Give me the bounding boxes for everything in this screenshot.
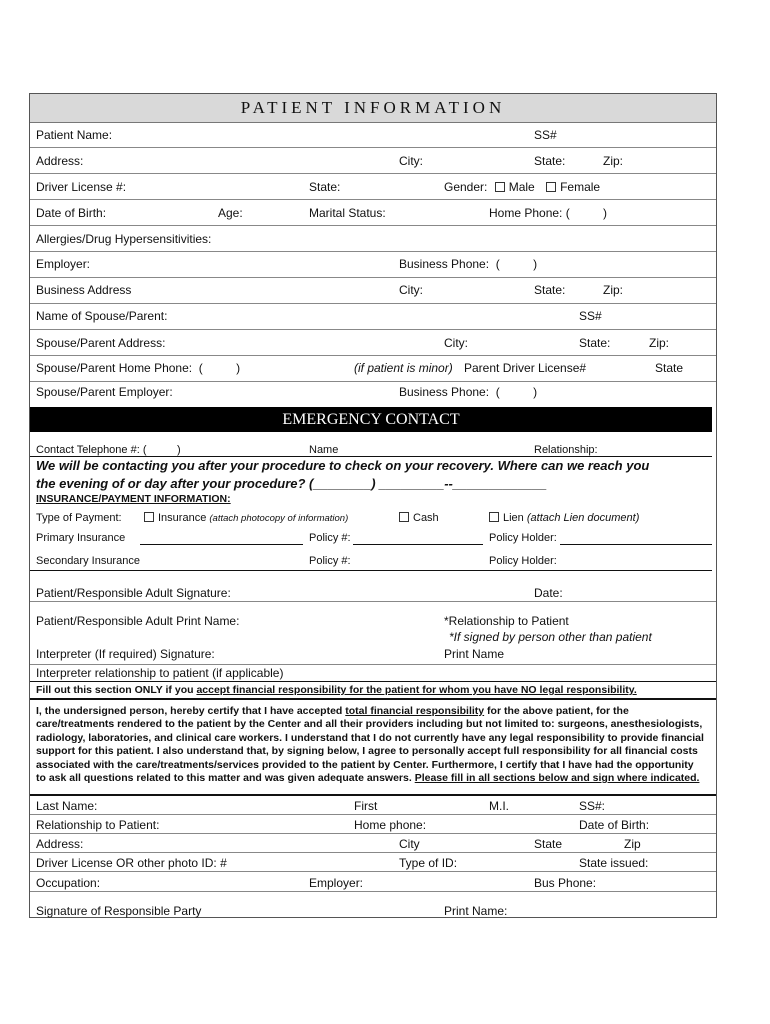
primary-insurance-line[interactable] xyxy=(140,544,303,545)
photo-id-label: Driver License OR other photo ID: # xyxy=(36,856,227,870)
primary-policy-label: Policy #: xyxy=(309,532,351,544)
spouse-address-label: Spouse/Parent Address: xyxy=(36,336,166,350)
responsible-home-phone-label: Home phone: xyxy=(354,818,427,832)
insurance-note: (attach photocopy of information) xyxy=(209,513,349,524)
divider xyxy=(30,681,716,682)
dl-state-label: State: xyxy=(309,180,341,194)
business-address-label: Business Address xyxy=(36,283,132,297)
spouse-business-phone-label: Business Phone: ( ) xyxy=(399,385,538,399)
spouse-zip-label: Zip: xyxy=(649,336,670,350)
divider xyxy=(30,698,716,700)
insurance-option xyxy=(144,512,348,524)
business-phone-label: Business Phone: ( ) xyxy=(399,257,538,271)
responsible-employer-label: Employer: xyxy=(309,876,364,890)
patient-name-label: Patient Name: xyxy=(36,128,113,142)
spouse-ss-label: SS# xyxy=(579,309,602,323)
female-checkbox[interactable] xyxy=(546,182,556,192)
divider xyxy=(30,871,716,872)
row-spouse-employer xyxy=(30,382,716,407)
financial-lead xyxy=(36,684,637,696)
cash-option xyxy=(399,512,439,524)
patient-signature-label: Patient/Responsible Adult Signature: xyxy=(36,586,231,600)
print-name-label: Patient/Responsible Adult Print Name: xyxy=(36,614,240,628)
age-label: Age: xyxy=(218,206,243,220)
lien-checkbox[interactable] xyxy=(489,512,499,522)
spouse-home-phone-label: Spouse/Parent Home Phone: ( ) xyxy=(36,361,241,375)
emergency-contact-header xyxy=(30,407,712,432)
home-phone-label: Home Phone: ( ) xyxy=(489,206,608,220)
secondary-policy-label: Policy #: xyxy=(309,555,351,567)
contact-relationship-label: Relationship: xyxy=(534,444,598,456)
primary-insurance-label: Primary Insurance xyxy=(36,532,126,544)
contact-telephone-label: Contact Telephone #: ( ) xyxy=(36,444,181,456)
parent-dl-label: Parent Driver License# xyxy=(464,361,587,375)
bus-phone-label: Bus Phone: xyxy=(534,876,597,890)
secondary-policy-holder-label: Policy Holder: xyxy=(489,555,557,567)
primary-policy-line[interactable] xyxy=(353,544,483,545)
first-name-label: First xyxy=(354,799,378,813)
insurance-option-label: Insurance xyxy=(158,512,207,524)
row-spouse-name xyxy=(30,304,716,330)
responsible-signature-label: Signature of Responsible Party xyxy=(36,904,202,918)
if-minor-note: (if patient is minor) xyxy=(354,361,453,375)
emergency-contact-title: EMERGENCY CONTACT xyxy=(282,411,460,428)
financial-p1-underlined: total financial responsibility xyxy=(345,705,485,717)
responsible-state-label: State xyxy=(534,837,563,851)
row-address xyxy=(30,148,716,174)
male-checkbox[interactable] xyxy=(495,182,505,192)
contact-name-label: Name xyxy=(309,444,339,456)
recovery-question-line2: the evening of or day after your procedure? (________) _________--_____________ xyxy=(36,476,547,491)
financial-lead-text: Fill out this section ONLY if you xyxy=(36,684,194,696)
lien-option-label: Lien xyxy=(503,512,524,524)
if-signed-note: *If signed by person other than patient xyxy=(449,630,652,644)
responsible-print-name-label: Print Name: xyxy=(444,904,508,918)
gender-text: Gender: xyxy=(444,180,488,194)
address-label: Address: xyxy=(36,154,84,168)
driver-license-label: Driver License #: xyxy=(36,180,127,194)
zip-label: Zip: xyxy=(603,154,624,168)
primary-policy-holder-label: Policy Holder: xyxy=(489,532,557,544)
interpreter-print-name-label: Print Name xyxy=(444,647,505,661)
recovery-question-line1: We will be contacting you after your procedure to check on your recovery. Where can we reach you xyxy=(36,458,650,473)
divider xyxy=(30,570,712,571)
cash-checkbox[interactable] xyxy=(399,512,409,522)
patient-information-form xyxy=(29,93,717,918)
row-dob xyxy=(30,200,716,226)
state-issued-label: State issued: xyxy=(579,856,649,870)
divider xyxy=(30,794,716,796)
employer-label: Employer: xyxy=(36,257,91,271)
interpreter-relationship-label: Interpreter relationship to patient (if applicable) xyxy=(36,666,284,680)
signature-date-label: Date: xyxy=(534,586,563,600)
male-label: Male xyxy=(508,180,535,194)
spouse-city-label: City: xyxy=(444,336,468,350)
state-label: State: xyxy=(534,154,566,168)
spouse-name-label: Name of Spouse/Parent: xyxy=(36,309,168,323)
financial-p2: for the above patient, for the care/treatments rendered to the patient by the Center and all their providers including but not limited to: surgeons, anesthesiologists, radiology, laboratories, and clinical care workers. I understand that I do not currently have any legal responsibility to provide financial support for this patient. I also understand that, by signing below, I agree to personally accept full responsibility for all financial costs associated with the care/treatments/services provided to the patient by Center. Furthermore, I certify that I have had the opportunity to ask all questions related to this matter and was given adequate answers. xyxy=(36,705,704,785)
parent-dl-state-label: State xyxy=(655,361,684,375)
divider xyxy=(30,833,716,834)
responsible-city-label: City xyxy=(399,837,420,851)
primary-policy-holder-line[interactable] xyxy=(560,544,712,545)
business-city-label: City: xyxy=(399,283,423,297)
responsible-relationship-label: Relationship to Patient: xyxy=(36,818,160,832)
lien-note: (attach Lien document) xyxy=(526,512,640,524)
insurance-heading: INSURANCE/PAYMENT INFORMATION: xyxy=(36,493,231,505)
divider xyxy=(30,664,716,665)
relationship-to-patient-label: *Relationship to Patient xyxy=(444,614,569,628)
type-of-payment-label: Type of Payment: xyxy=(36,512,122,524)
form-title: PATIENT INFORMATION xyxy=(30,94,716,123)
divider xyxy=(30,852,716,853)
marital-label: Marital Status: xyxy=(309,206,386,220)
business-zip-label: Zip: xyxy=(603,283,624,297)
cash-option-label: Cash xyxy=(413,512,439,524)
financial-p2-underlined: Please fill in all sections below and sign where indicated. xyxy=(414,772,700,785)
row-patient-name xyxy=(30,122,716,148)
allergies-label: Allergies/Drug Hypersensitivities: xyxy=(36,232,212,246)
female-label: Female xyxy=(560,180,601,194)
spouse-state-label: State: xyxy=(579,336,611,350)
insurance-checkbox[interactable] xyxy=(144,512,154,522)
row-business-address xyxy=(30,278,716,304)
dob-label: Date of Birth: xyxy=(36,206,107,220)
occupation-label: Occupation: xyxy=(36,876,101,890)
business-state-label: State: xyxy=(534,283,566,297)
financial-p1: I, the undersigned person, hereby certify that I have accepted xyxy=(36,705,343,717)
spouse-employer-label: Spouse/Parent Employer: xyxy=(36,385,173,399)
row-allergies xyxy=(30,226,716,252)
divider xyxy=(30,456,712,457)
row-employer xyxy=(30,252,716,278)
responsible-address-label: Address: xyxy=(36,837,84,851)
mi-label: M.I. xyxy=(489,799,509,813)
gender-label xyxy=(444,180,600,194)
interpreter-signature-label: Interpreter (If required) Signature: xyxy=(36,647,215,661)
row-driver-license xyxy=(30,174,716,200)
row-spouse-address xyxy=(30,330,716,356)
row-spouse-home-phone xyxy=(30,356,716,382)
city-label: City: xyxy=(399,154,423,168)
responsible-dob-label: Date of Birth: xyxy=(579,818,650,832)
type-of-id-label: Type of ID: xyxy=(399,856,458,870)
responsible-ss-label: SS#: xyxy=(579,799,606,813)
financial-responsibility-paragraph xyxy=(36,705,706,785)
divider xyxy=(30,814,716,815)
financial-lead-underlined: accept financial responsibility for the patient for whom you have NO legal responsibility. xyxy=(196,684,637,696)
lien-option xyxy=(489,512,639,524)
responsible-zip-label: Zip xyxy=(624,837,641,851)
last-name-label: Last Name: xyxy=(36,799,98,813)
secondary-insurance-label: Secondary Insurance xyxy=(36,555,140,567)
divider xyxy=(30,891,716,892)
divider xyxy=(30,601,716,602)
ss-label: SS# xyxy=(534,128,557,142)
